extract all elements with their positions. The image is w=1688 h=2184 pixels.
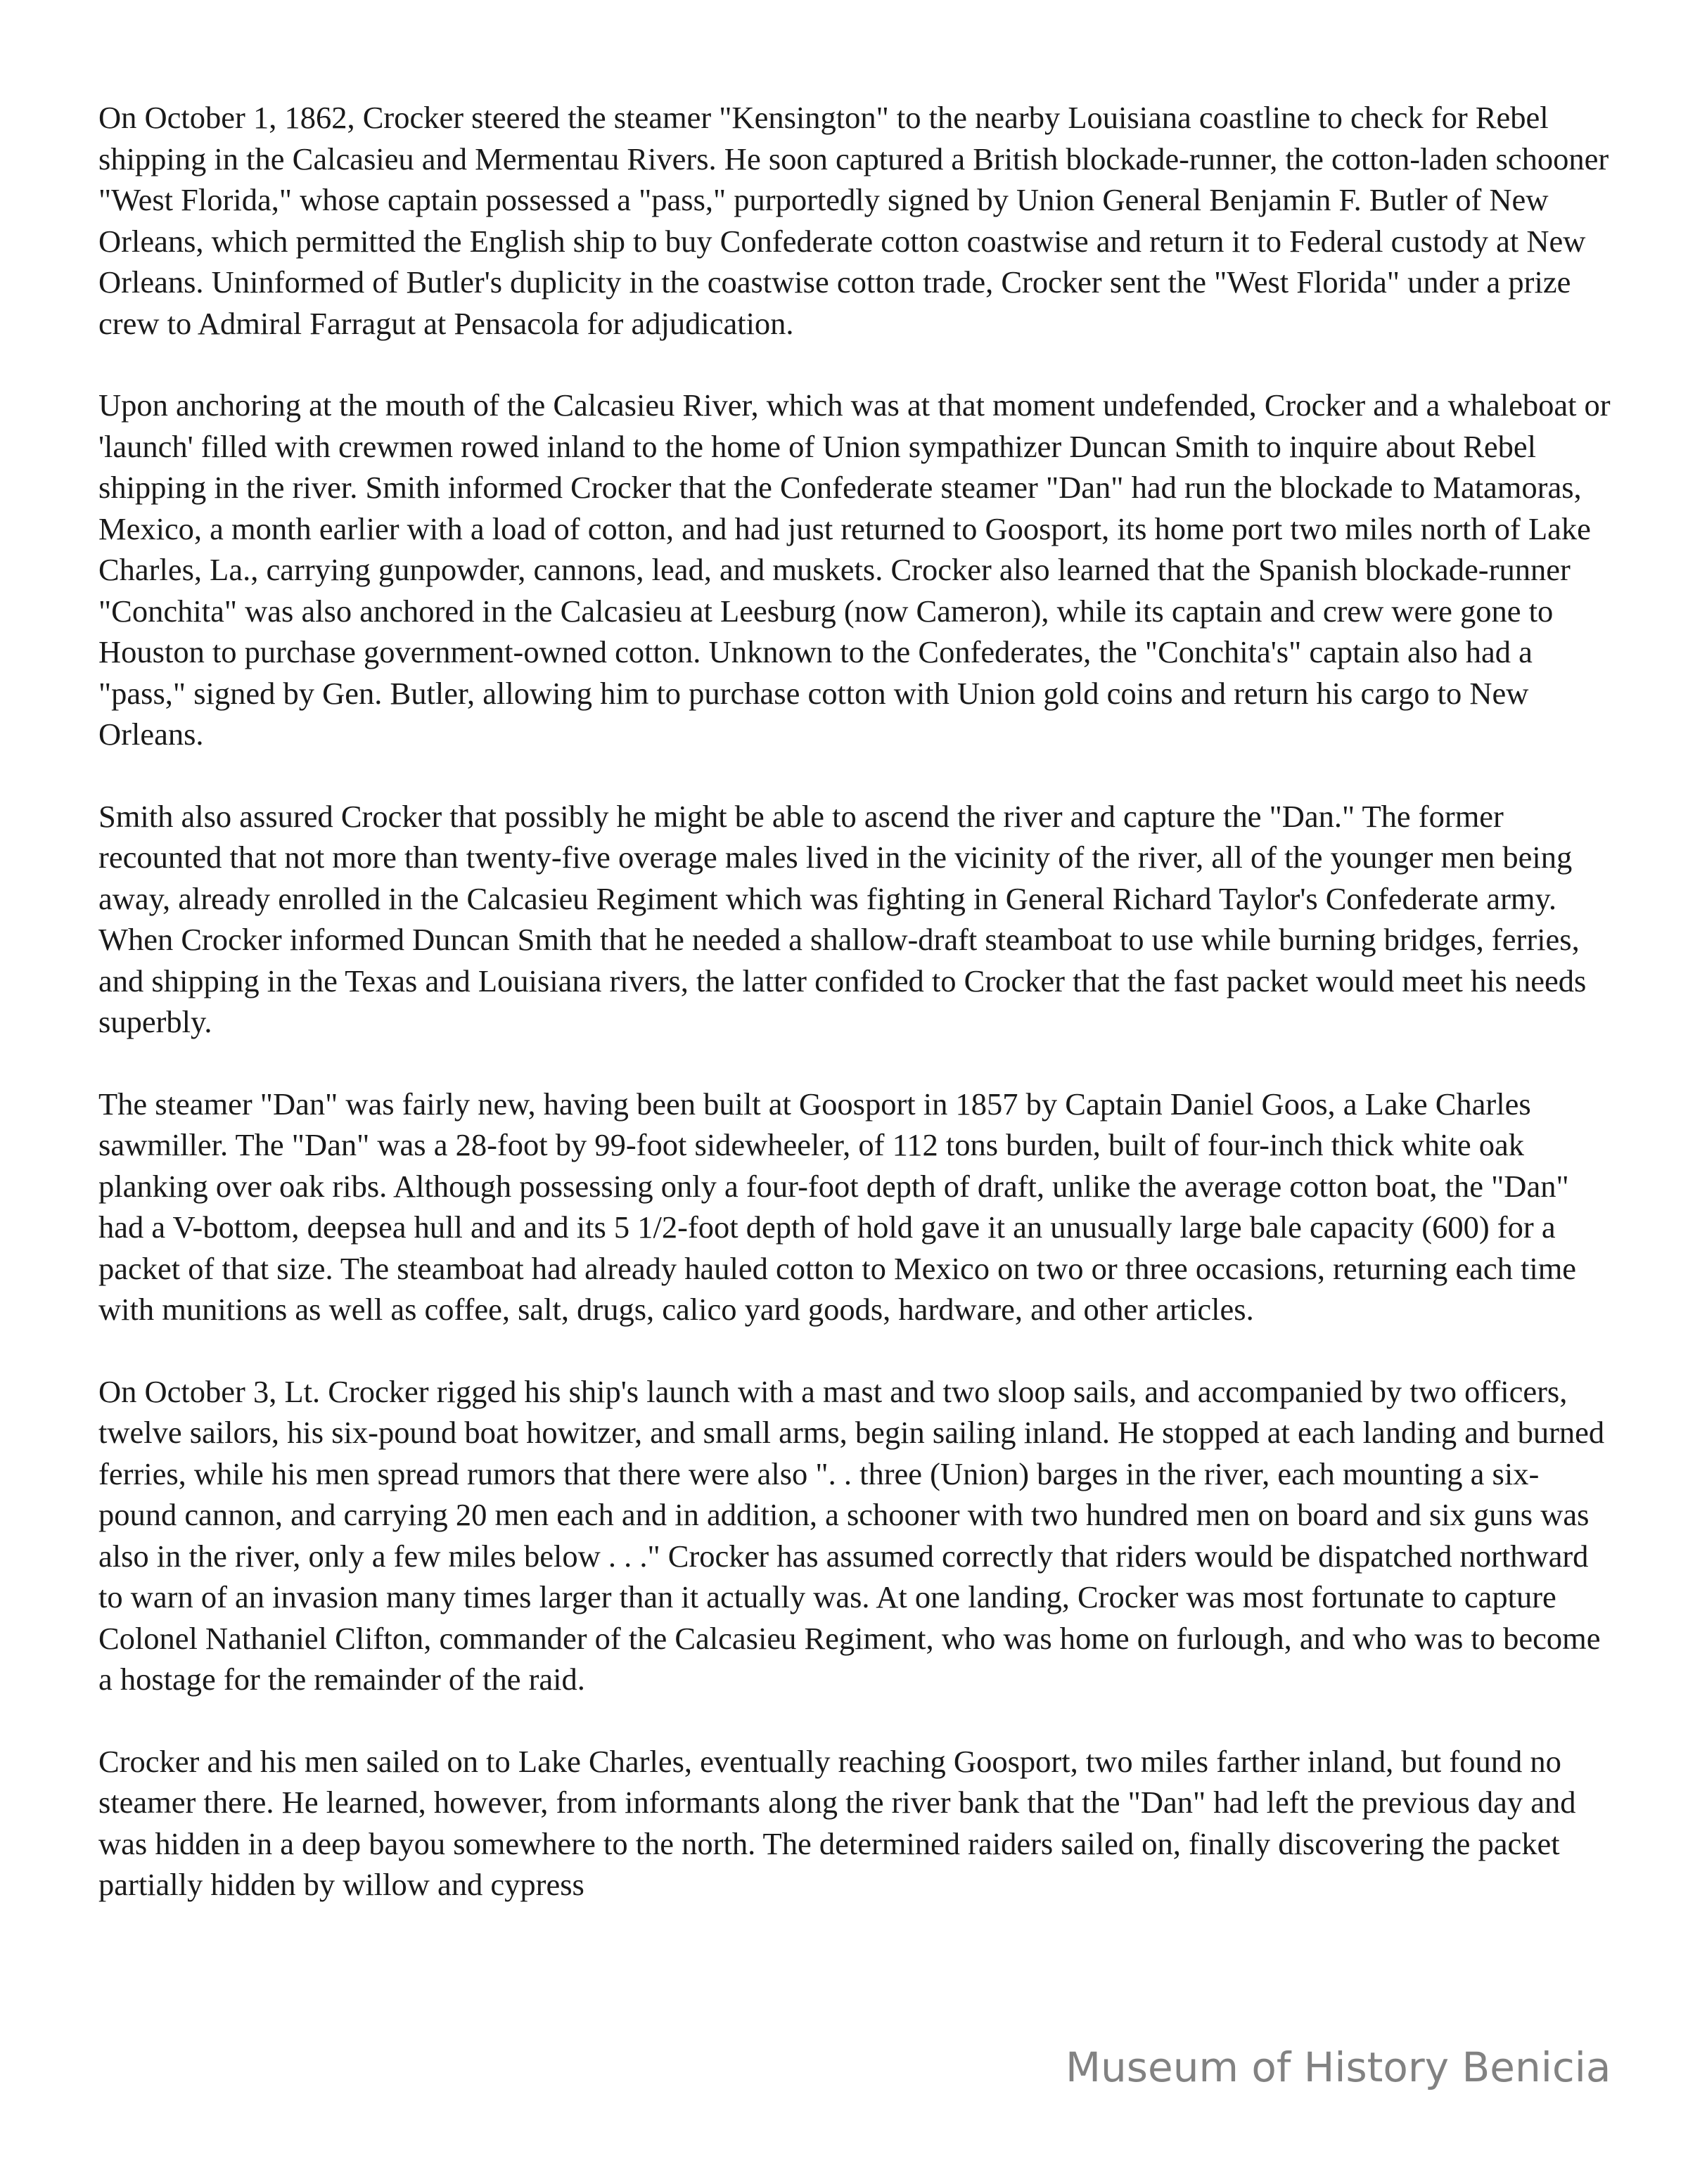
paragraph-3: Smith also assured Crocker that possibly he might be able to ascend the river and capture the "Dan." The former recounted that not more than twenty-five overage males lived in the vicinity of the river, all of the younger men being away, already enrolled in the Calcasieu Regiment which was fighting in General Richard Taylor's Confederate army. When Crocker informed Duncan Smith that he needed a shallow-draft steamboat to use while burning bridges, ferries, and shipping in the Texas and Louisiana rivers, the latter confided to Crocker that the fast packet would meet his needs superbly. bbox=[98, 798, 1587, 1039]
paragraph-6: Crocker and his men sailed on to Lake Charles, eventually reaching Goosport, two miles farther inland, but found no steamer there. He learned, however, from informants along the river bank that the "Dan" had left the previous day and was hidden in a deep bayou somewhere to the north. The determined raiders sailed on, finally discovering the packet partially hidden by willow and cypress bbox=[98, 1743, 1576, 1902]
document-body bbox=[98, 97, 1611, 1946]
paragraph-1: On October 1, 1862, Crocker steered the steamer "Kensington" to the nearby Louisiana coastline to check for Rebel shipping in the Calcasieu and Mermentau Rivers. He soon captured a British blockade-runner, the cotton-laden schooner "West Florida," whose captain possessed a "pass," purportedly signed by Union General Benjamin F. Butler of New Orleans, which permitted the English ship to buy Confederate cotton coastwise and return it to Federal custody at New Orleans. Uninformed of Butler's duplicity in the coastwise cotton trade, Crocker sent the "West Florida" under a prize crew to Admiral Farragut at Pensacola for adjudication. bbox=[98, 100, 1609, 341]
paragraph-2: Upon anchoring at the mouth of the Calcasieu River, which was at that moment undefended, Crocker and a whaleboat or 'launch' filled with crewmen rowed inland to the home of Union sympathizer Duncan Smith to inquire about Rebel shipping in the river. Smith informed Crocker that the Confederate steamer "Dan" had run the blockade to Matamoras, Mexico, a month earlier with a load of cotton, and had just returned to Goosport, its home port two miles north of Lake Charles, La., carrying gunpowder, cannons, lead, and muskets. Crocker also learned that the Spanish blockade-runner "Conchita" was also anchored in the Calcasieu at Leesburg (now Cameron), while its captain and crew were gone to Houston to purchase government-owned cotton. Unknown to the Confederates, the "Conchita's" captain also had a "pass," signed by Gen. Butler, allowing him to purchase cotton with Union gold coins and return his cargo to New Orleans. bbox=[98, 387, 1611, 752]
paragraph-5: On October 3, Lt. Crocker rigged his ship's launch with a mast and two sloop sails, and accompanied by two officers, twelve sailors, his six-pound boat howitzer, and small arms, begin sailing inland. He stopped at each landing and burned ferries, while his men spread rumors that there were also ". . three (Union) barges in the river, each mounting a six-pound cannon, and carrying 20 men each and in addition, a schooner with two hundred men on board and six guns was also in the river, only a few miles below . . ." Crocker has assumed correctly that riders would be dispatched northward to warn of an invasion many times larger than it actually was. At one landing, Crocker was most fortunate to capture Colonel Nathaniel Clifton, commander of the Calcasieu Regiment, who was home on furlough, and who was to become a hostage for the remainder of the raid. bbox=[98, 1373, 1605, 1697]
museum-watermark: Museum of History Benicia bbox=[1066, 2043, 1611, 2091]
paragraph-4: The steamer "Dan" was fairly new, having been built at Goosport in 1857 by Captain Daniel Goos, a Lake Charles sawmiller. The "Dan" was a 28-foot by 99-foot sidewheeler, of 112 tons burden, built of four-inch thick white oak planking over oak ribs. Although possessing only a four-foot depth of draft, unlike the average cotton boat, the "Dan" had a V-bottom, deepsea hull and and its 5 1/2-foot depth of hold gave it an unusually large bale capacity (600) for a packet of that size. The steamboat had already hauled cotton to Mexico on two or three occasions, returning each time with munitions as well as coffee, salt, drugs, calico yard goods, hardware, and other articles. bbox=[98, 1086, 1577, 1327]
